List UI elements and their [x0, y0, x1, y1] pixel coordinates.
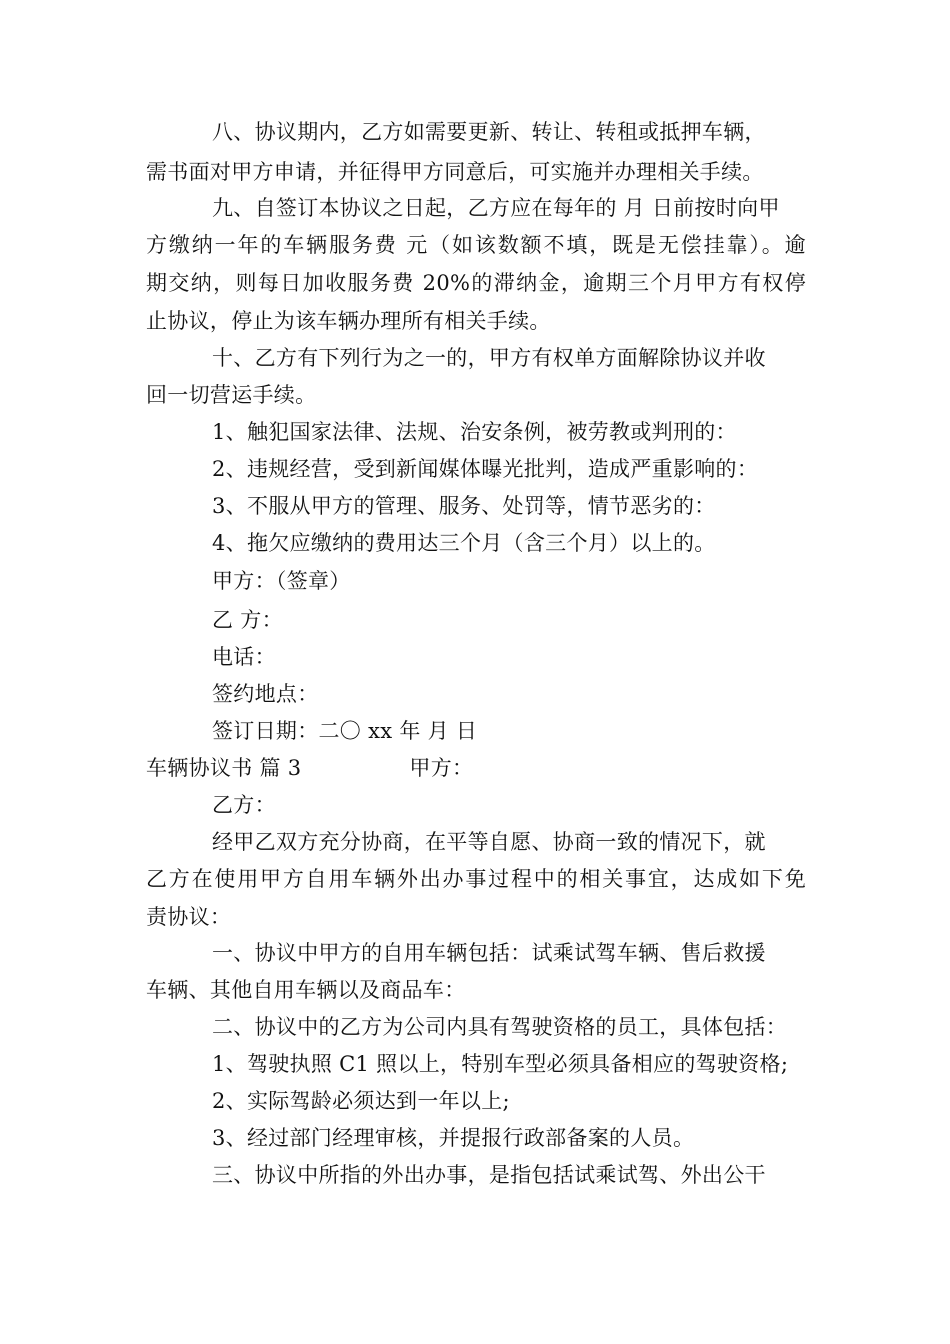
paragraph-line-9: 经甲乙双方充分协商，在平等自愿、协商一致的情况下，就	[212, 830, 766, 854]
list-item-line-6: 2、实际驾龄必须达到一年以上;	[212, 1089, 510, 1113]
list-item-line-7: 3、经过部门经理审核，并提报行政部备案的人员。	[212, 1126, 695, 1150]
paragraph-line-6: 止协议，停止为该车辆办理所有相关手续。	[146, 309, 551, 333]
paragraph-line-12: 一、协议中甲方的自用车辆包括：试乘试驾车辆、售后救援	[212, 941, 766, 965]
paragraph-line-13: 车辆、其他自用车辆以及商品车：	[146, 978, 466, 1002]
party-a-label: 甲方：	[409, 756, 474, 780]
list-item-line-3: 3、不服从甲方的管理、服务、处罚等，情节恶劣的：	[212, 494, 716, 518]
party-b-label: 乙方：	[212, 793, 276, 817]
signature-phone: 电话：	[212, 645, 276, 669]
signature-party-b: 乙 方：	[212, 608, 283, 632]
paragraph-line-11: 责协议：	[146, 905, 232, 929]
list-item-line-5: 1、驾驶执照 C1 照以上，特别车型必须具备相应的驾驶资格;	[212, 1052, 789, 1076]
paragraph-line-1: 八、协议期内，乙方如需要更新、转让、转租或抵押车辆，	[212, 120, 766, 144]
paragraph-line-4: 方缴纳一年的车辆服务费 元（如该数额不填，既是无偿挂靠）。逾	[146, 233, 806, 257]
list-item-line-1: 1、触犯国家法律、法规、治安条例，被劳教或判刑的：	[212, 420, 737, 444]
paragraph-line-2: 需书面对甲方申请，并征得甲方同意后，可实施并办理相关手续。	[146, 160, 764, 184]
signature-date: 签订日期：二〇 xx 年 月 日	[212, 719, 478, 743]
paragraph-line-8: 回一切营运手续。	[146, 383, 317, 407]
section-heading: 车辆协议书 篇 3	[146, 756, 302, 780]
section-heading-row	[146, 753, 806, 783]
signature-party-a: 甲方：（签章）	[212, 569, 351, 593]
signature-location: 签约地点：	[212, 682, 319, 706]
paragraph-line-14: 二、协议中的乙方为公司内具有驾驶资格的员工，具体包括：	[212, 1015, 788, 1039]
paragraph-line-3: 九、自签订本协议之日起，乙方应在每年的 月 日前按时向甲	[212, 196, 780, 220]
paragraph-line-5: 期交纳，则每日加收服务费 20%的滞纳金，逾期三个月甲方有权停	[146, 271, 806, 295]
paragraph-line-7: 十、乙方有下列行为之一的，甲方有权单方面解除协议并收	[212, 346, 766, 370]
list-item-line-4: 4、拖欠应缴纳的费用达三个月（含三个月）以上的。	[212, 531, 716, 555]
list-item-line-2: 2、违规经营，受到新闻媒体曝光批判，造成严重影响的：	[212, 457, 759, 481]
paragraph-line-10: 乙方在使用甲方自用车辆外出办事过程中的相关事宜，达成如下免	[146, 867, 806, 891]
paragraph-line-15: 三、协议中所指的外出办事，是指包括试乘试驾、外出公干	[212, 1163, 766, 1187]
